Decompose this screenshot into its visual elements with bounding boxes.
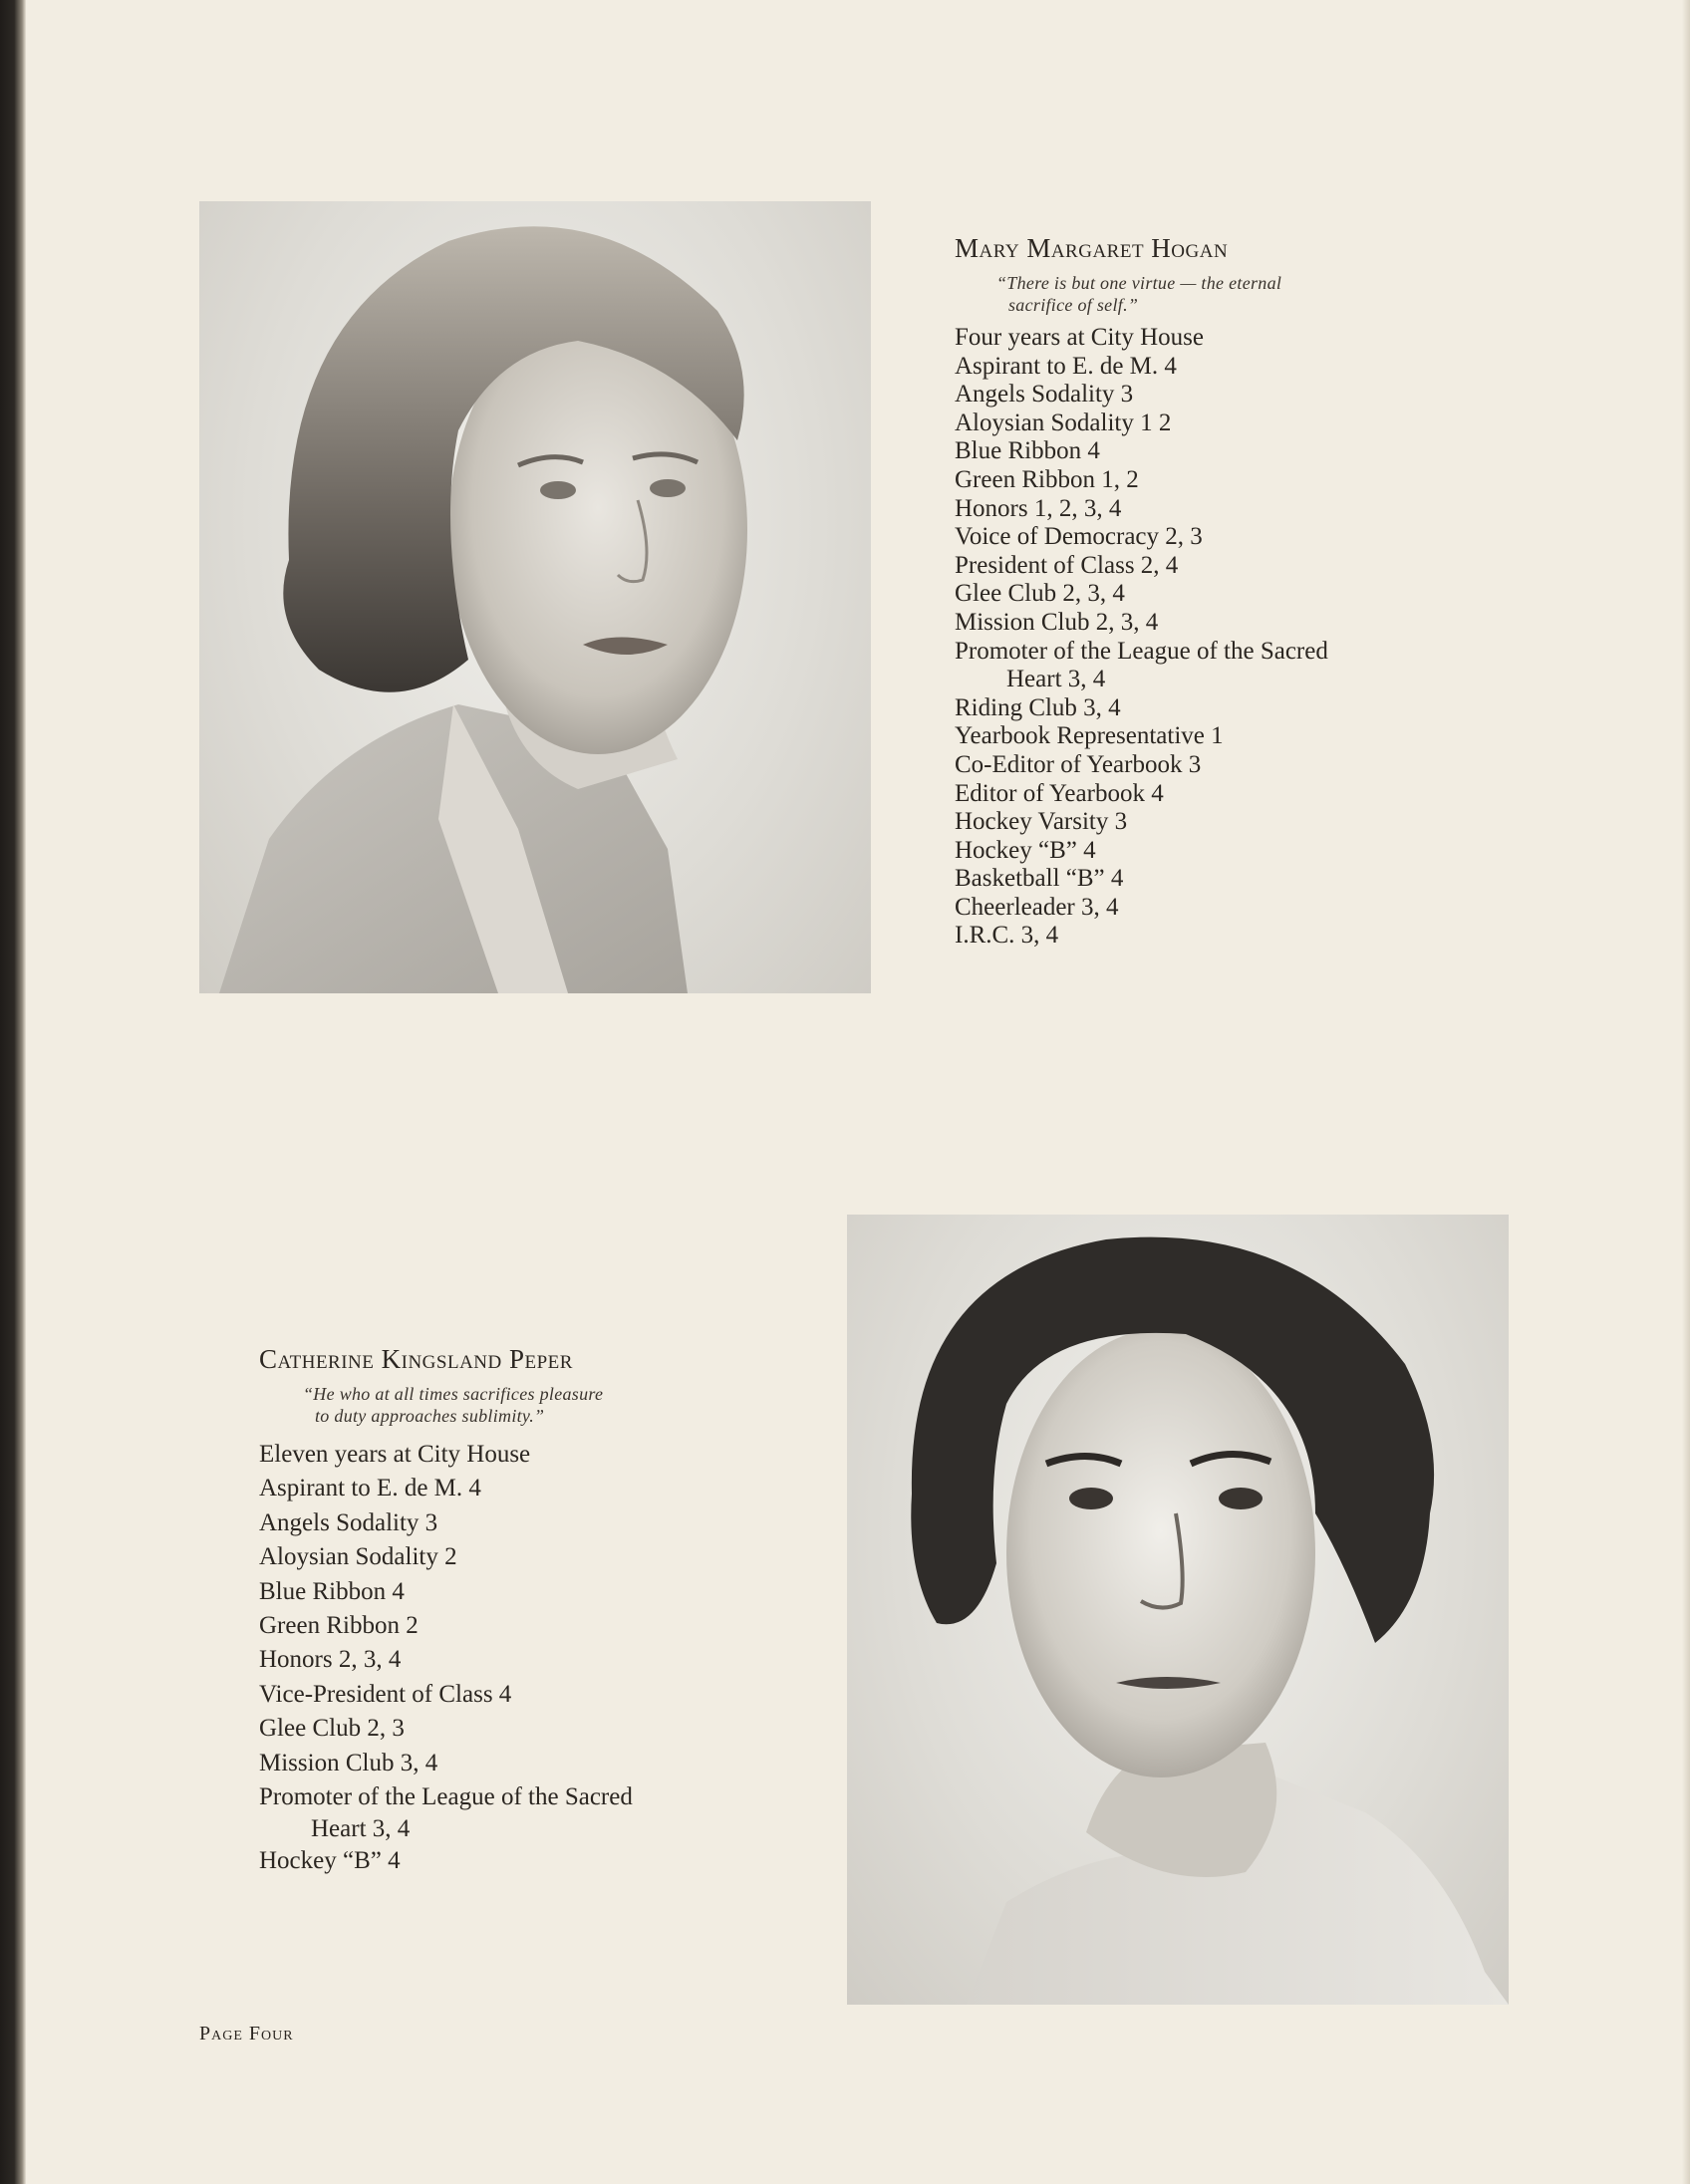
list-item: Vice-President of Class 4 xyxy=(259,1680,512,1708)
list-item: Honors 2, 3, 4 xyxy=(259,1646,402,1674)
portrait-photo-peper xyxy=(847,1215,1509,2005)
list-item: Aspirant to E. de M. 4 xyxy=(259,1475,481,1502)
list-item: Promoter of the League of the Sacred xyxy=(259,1782,633,1810)
list-item: Aloysian Sodality 1 2 xyxy=(955,409,1172,436)
activity-list xyxy=(259,1438,633,1879)
list-item: Aloysian Sodality 2 xyxy=(259,1543,457,1571)
list-item: Promoter of the League of the Sacred xyxy=(955,637,1328,665)
list-item: Co-Editor of Yearbook 3 xyxy=(955,750,1202,778)
profile-quote-line: sacrifice of self.” xyxy=(1008,295,1139,315)
list-item: Eleven years at City House xyxy=(259,1441,531,1468)
list-item: Hockey “B” 4 xyxy=(955,836,1096,864)
list-item: Cheerleader 3, 4 xyxy=(955,893,1119,921)
list-item: Editor of Yearbook 4 xyxy=(955,779,1164,807)
profile-name: Mary Margaret Hogan xyxy=(955,233,1229,263)
list-item: Heart 3, 4 xyxy=(1006,666,1106,693)
list-item: President of Class 2, 4 xyxy=(955,551,1179,579)
portrait-photo-hogan xyxy=(199,201,871,993)
profile-name: Catherine Kingsland Peper xyxy=(259,1344,573,1374)
list-item: Yearbook Representative 1 xyxy=(955,722,1224,750)
list-item: Riding Club 3, 4 xyxy=(955,693,1121,721)
list-item: Honors 1, 2, 3, 4 xyxy=(955,494,1122,522)
list-item: Glee Club 2, 3 xyxy=(259,1715,405,1743)
page-footer: Page Four xyxy=(199,2023,294,2045)
profile-quote xyxy=(996,272,1281,316)
list-item: Voice of Democracy 2, 3 xyxy=(955,523,1203,551)
list-item: I.R.C. 3, 4 xyxy=(955,922,1059,950)
list-item: Angels Sodality 3 xyxy=(955,381,1134,409)
list-item: Blue Ribbon 4 xyxy=(955,437,1100,465)
list-item: Heart 3, 4 xyxy=(311,1815,411,1843)
page-edge xyxy=(1682,0,1690,2184)
book-spine-shadow xyxy=(0,0,26,2184)
list-item: Hockey Varsity 3 xyxy=(955,808,1128,836)
list-item: Four years at City House xyxy=(955,324,1204,351)
list-item: Mission Club 2, 3, 4 xyxy=(955,608,1159,636)
profile-quote-line: “He who at all times sacrifices pleasure xyxy=(303,1384,604,1404)
list-item: Blue Ribbon 4 xyxy=(259,1577,405,1605)
list-item: Hockey “B” 4 xyxy=(259,1847,401,1875)
list-item: Glee Club 2, 3, 4 xyxy=(955,580,1125,608)
list-item: Angels Sodality 3 xyxy=(259,1508,438,1536)
profile-quote-line: “There is but one virtue — the eternal xyxy=(996,273,1282,293)
profile-quote-line: to duty approaches sublimity.” xyxy=(315,1406,545,1426)
list-item: Green Ribbon 1, 2 xyxy=(955,465,1139,493)
list-item: Aspirant to E. de M. 4 xyxy=(955,352,1177,380)
profile-quote xyxy=(303,1383,603,1427)
list-item: Basketball “B” 4 xyxy=(955,865,1124,893)
list-item: Mission Club 3, 4 xyxy=(259,1749,438,1776)
list-item: Green Ribbon 2 xyxy=(259,1611,419,1639)
activity-list xyxy=(955,324,1328,951)
